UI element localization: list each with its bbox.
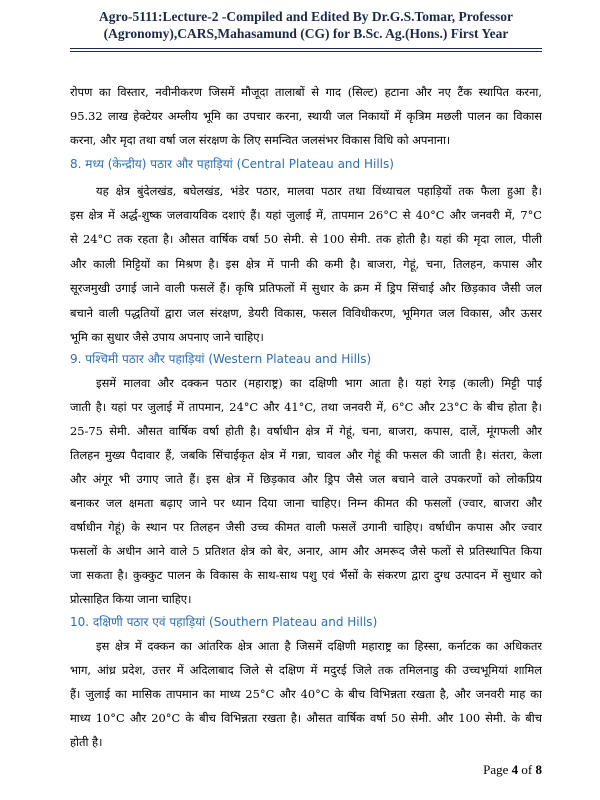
section-heading-western-plateau: 9. पश्चिमी पठार और पहाड़ियां (Western Plateau and Hills) [70,352,372,366]
page-header [70,8,542,42]
header-line-2: (Agronomy),CARS,Mahasamund (CG) for B.Sc. Ag.(Hons.) First Year [103,26,509,41]
header-line-1: Agro-5111:Lecture-2 -Compiled and Edited By Dr.G.S.Tomar, Professor [98,9,513,24]
paragraph-line: माध्य 10°C और 20°C के बीच विभिन्नता रखता है। औसत वार्षिक वर्षा 50 सेमी. और 100 सेमी. के बीच [70,711,542,725]
page-number [483,762,542,778]
paragraph-line: तिलहन मुख्य पैदावार हैं, जबकि सिंचाईकृत क्षेत्र में गन्ना, चावल और गेहूं की फसल की जाती है। संतरा, केला [70,448,542,462]
paragraph-line: बचाने वाली पद्धतियों द्वारा जल संरक्षण, डेयरी विकास, फसल विविधीकरण, भूमिगत जल विकास, और ऊसर [70,306,542,320]
paragraph-line: और काली मिट्टियों का मिश्रण है। इस क्षेत्र में पानी की कमी है। बाजरा, गेहूं, चना, तिलहन, कपास और [70,257,542,271]
paragraph-line: भाग, आंध्र प्रदेश, उत्तर में अदिलाबाद जिले से दक्षिण में मदुरई जिले तक तमिलनाडु की उच्चभूमियां शामिल [70,663,542,677]
paragraph-line: करना, और मृदा तथा वर्षा जल संरक्षण के लिए समन्वित जलसंभर विकास विधि को अपनाना। [70,133,451,147]
paragraph-line: वर्षाधीन गेहूं) के स्थान पर तिलहन जैसी उच्च कीमत वाली फसलें उगानी चाहिए। वर्षाधीन कपास और ज्वार [70,520,542,534]
paragraph-line: फसलों के अधीन आने वाले 5 प्रतिशत क्षेत्र को बेर, अनार, आम और अमरूद जैसे फलों से प्रतिस्थापित किया [70,544,542,558]
page-current: 4 [511,762,519,777]
paragraph-line: जाती है। यहां पर जुलाई में तापमान, 24°C और 41°C, तथा जनवरी में, 6°C और 23°C के बीच होता है। [70,400,542,414]
paragraph-line: रोपण का विस्तार, नवीनीकरण जिसमें मौजूदा तालाबों से गाद (सिल्ट) हटाना और नए टैंक स्थापित करना, [70,85,542,99]
paragraph-line: प्रोत्साहित किया जाना चाहिए। [70,592,192,606]
page-total: 8 [535,762,542,777]
paragraph-line: भूमि का सुधार जैसे उपाय अपनाए जाने चाहिए। [70,330,264,344]
paragraph-line: इस क्षेत्र में अर्द्ध-शुष्क जलवायविक दशाएं हैं। यहां जुलाई में, तापमान 26°C से 40°C और जनवरी में, 7°C [70,208,542,222]
paragraph-line: बनाकर जल क्षमता बढ़ाए जाने पर ध्यान दिया जाना चाहिए। निम्न कीमत की फसलों (ज्वार, बाजरा और [70,496,542,510]
paragraph-line: सूरजमुखी उगाई जाने वाली फसलें हैं। कृषि प्रतिफलों में सुधार के क्रम में ड्रिप सिंचाई और छिड़काव जैसी जल [70,281,542,295]
paragraph-line: से 24°C तक रहता है। औसत वार्षिक वर्षा 50 सेमी. से 100 सेमी. तक होती है। यहां की मृदा लाल, पीली [70,232,542,246]
paragraph-line: इस क्षेत्र में दक्कन का आंतरिक क्षेत्र आता है जिसमें दक्षिणी महाराष्ट्र का हिस्सा, कर्नाटक का अधिकतर [96,639,542,653]
header-rule-bottom [70,51,542,52]
paragraph-line: हैं। जुलाई का मासिक तापमान का माध्य 25°C और 40°C के बीच विभिन्नता रखता है, और जनवरी माह का [70,687,542,701]
paragraph-line: इसमें मालवा और दक्कन पठार (महाराष्ट्र) का दक्षिणी भाग आता है। यहां रेगड़ (काली) मिट्टी पाई [96,376,542,390]
paragraph-line: होती है। [70,735,103,749]
of-word: of [521,762,533,777]
paragraph-line: 95.32 लाख हेक्टेयर अम्लीय भूमि का उपचार करना, स्थायी जल निकायों में कृत्रिम मछली पालन का विकास [70,109,542,123]
header-rule-top [70,48,542,49]
page-word: Page [483,762,509,777]
paragraph-line: और अंगूर भी उगाए जाते हैं। इस क्षेत्र में छिड़काव और ड्रिप जैसे जल बचाने वाले उपकरणों को लोकप्रिय [70,472,542,486]
paragraph-line: जा सकता है। कुक्कुट पालन के विकास के साथ-साथ पशु एवं भैंसों के संकरण द्वारा दुग्ध उत्पादन में सुधार को [70,568,542,582]
section-heading-southern-plateau: 10. दक्षिणी पठार एवं पहाड़ियां (Southern Plateau and Hills) [70,615,378,629]
paragraph-line: 25-75 सेमी. औसत वार्षिक वर्षा होती है। वर्षाधीन क्षेत्र में गेहूं, चना, बाजरा, कपास, दालें, मूंगफली और [70,424,542,438]
section-heading-central-plateau: 8. मध्य (केन्द्रीय) पठार और पहाड़ियां (Central Plateau and Hills) [70,157,394,171]
paragraph-line: यह क्षेत्र बुंदेलखंड, बघेलखंड, भंडेर पठार, मालवा पठार तथा विंध्याचल पहाड़ियों तक फैला हुआ है। [96,184,542,198]
